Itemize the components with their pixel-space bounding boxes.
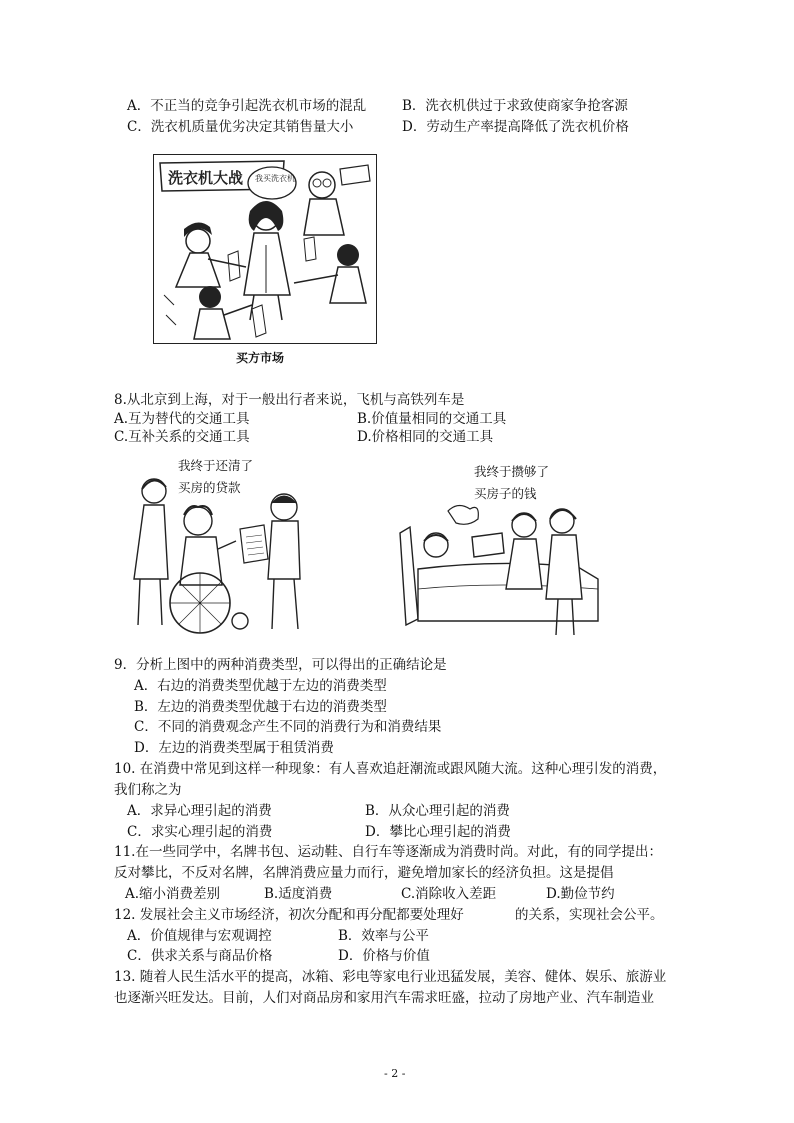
- q12-option-a: A．价值规律与宏观调控: [127, 928, 272, 944]
- q9-stem: 9．分析上图中的两种消费类型，可以得出的正确结论是: [114, 657, 447, 673]
- q7-option-c: C．洗衣机质量优劣决定其销售量大小: [127, 119, 354, 135]
- q11-option-d: D.勤俭节约: [546, 886, 615, 902]
- q12-option-b: B．效率与公平: [338, 928, 429, 944]
- q10-option-a: A．求异心理引起的消费: [127, 803, 272, 819]
- cartoon-speech-text: 我买洗衣机: [255, 174, 295, 183]
- q13-line1: 13. 随着人民生活水平的提高，冰箱、彩电等家电行业迅猛发展，美容、健体、娱乐、旅游业: [114, 969, 667, 985]
- q8-option-d: D.价格相同的交通工具: [357, 429, 494, 445]
- q10-option-b: B．从众心理引起的消费: [365, 803, 510, 819]
- q8-stem: 8.从北京到上海，对于一般出行者来说，飞机与高铁列车是: [114, 392, 465, 408]
- washing-machine-cartoon: [153, 154, 377, 344]
- q10-option-c: C．求实心理引起的消费: [127, 824, 273, 840]
- cartoon-caption: 买方市场: [236, 351, 285, 365]
- q9-option-a: A．右边的消费类型优越于左边的消费类型: [134, 678, 387, 694]
- q11-option-b: B.适度消费: [264, 886, 333, 902]
- q7-option-d: D．劳动生产率提高降低了洗衣机价格: [402, 119, 629, 135]
- q11-option-c: C.消除收入差距: [401, 886, 497, 902]
- q10-stem-line2: 我们称之为: [114, 782, 182, 798]
- q12-option-d: D．价格与价值: [338, 948, 430, 964]
- q12-stem-part2: 的关系，实现社会公平。: [515, 907, 664, 923]
- q12-option-c: C．供求关系与商品价格: [127, 948, 273, 964]
- consumption-cartoon: [118, 449, 623, 645]
- q10-stem-line1: 10. 在消费中常见到这样一种现象：有人喜欢追赶潮流或跟风随大流。这种心理引发的消费，: [114, 761, 667, 777]
- q9-option-b: B．左边的消费类型优越于右边的消费类型: [134, 699, 387, 715]
- right-speech-line1: 我终于攒够了: [474, 464, 550, 479]
- consumption-cartoon-drawing: [118, 449, 623, 645]
- page-number: - 2 -: [384, 1067, 406, 1080]
- q8-option-c: C.互补关系的交通工具: [114, 429, 250, 445]
- left-speech-line1: 我终于还清了: [178, 458, 254, 473]
- q8-option-b: B.价值量相同的交通工具: [357, 411, 507, 427]
- q11-stem-line2: 反对攀比，不反对名牌，名牌消费应量力而行，避免增加家长的经济负担。这是提倡: [114, 865, 614, 881]
- q11-stem-line1: 11.在一些同学中，名牌书包、运动鞋、自行车等逐渐成为消费时尚。对此，有的同学提出：: [114, 844, 662, 860]
- q9-option-c: C．不同的消费观念产生不同的消费行为和消费结果: [134, 719, 442, 735]
- left-speech-line2: 买房的贷款: [178, 480, 241, 495]
- right-speech-line2: 买房子的钱: [474, 486, 537, 501]
- q11-option-a: A.缩小消费差别: [125, 886, 221, 902]
- q13-line2: 也逐渐兴旺发达。目前，人们对商品房和家用汽车需求旺盛，拉动了房地产业、汽车制造业: [114, 990, 654, 1006]
- q10-option-d: D．攀比心理引起的消费: [365, 824, 511, 840]
- q8-option-a: A.互为替代的交通工具: [114, 411, 250, 427]
- q7-option-a: A．不正当的竞争引起洗衣机市场的混乱: [127, 98, 367, 114]
- q9-option-d: D．左边的消费类型属于租赁消费: [134, 740, 334, 756]
- q12-stem-part1: 12. 发展社会主义市场经济，初次分配和再分配都要处理好: [114, 907, 464, 923]
- washing-machine-cartoon-drawing: [154, 155, 376, 343]
- cartoon-banner-text: 洗衣机大战: [168, 169, 244, 187]
- q7-option-b: B．洗衣机供过于求致使商家争抢客源: [402, 98, 628, 114]
